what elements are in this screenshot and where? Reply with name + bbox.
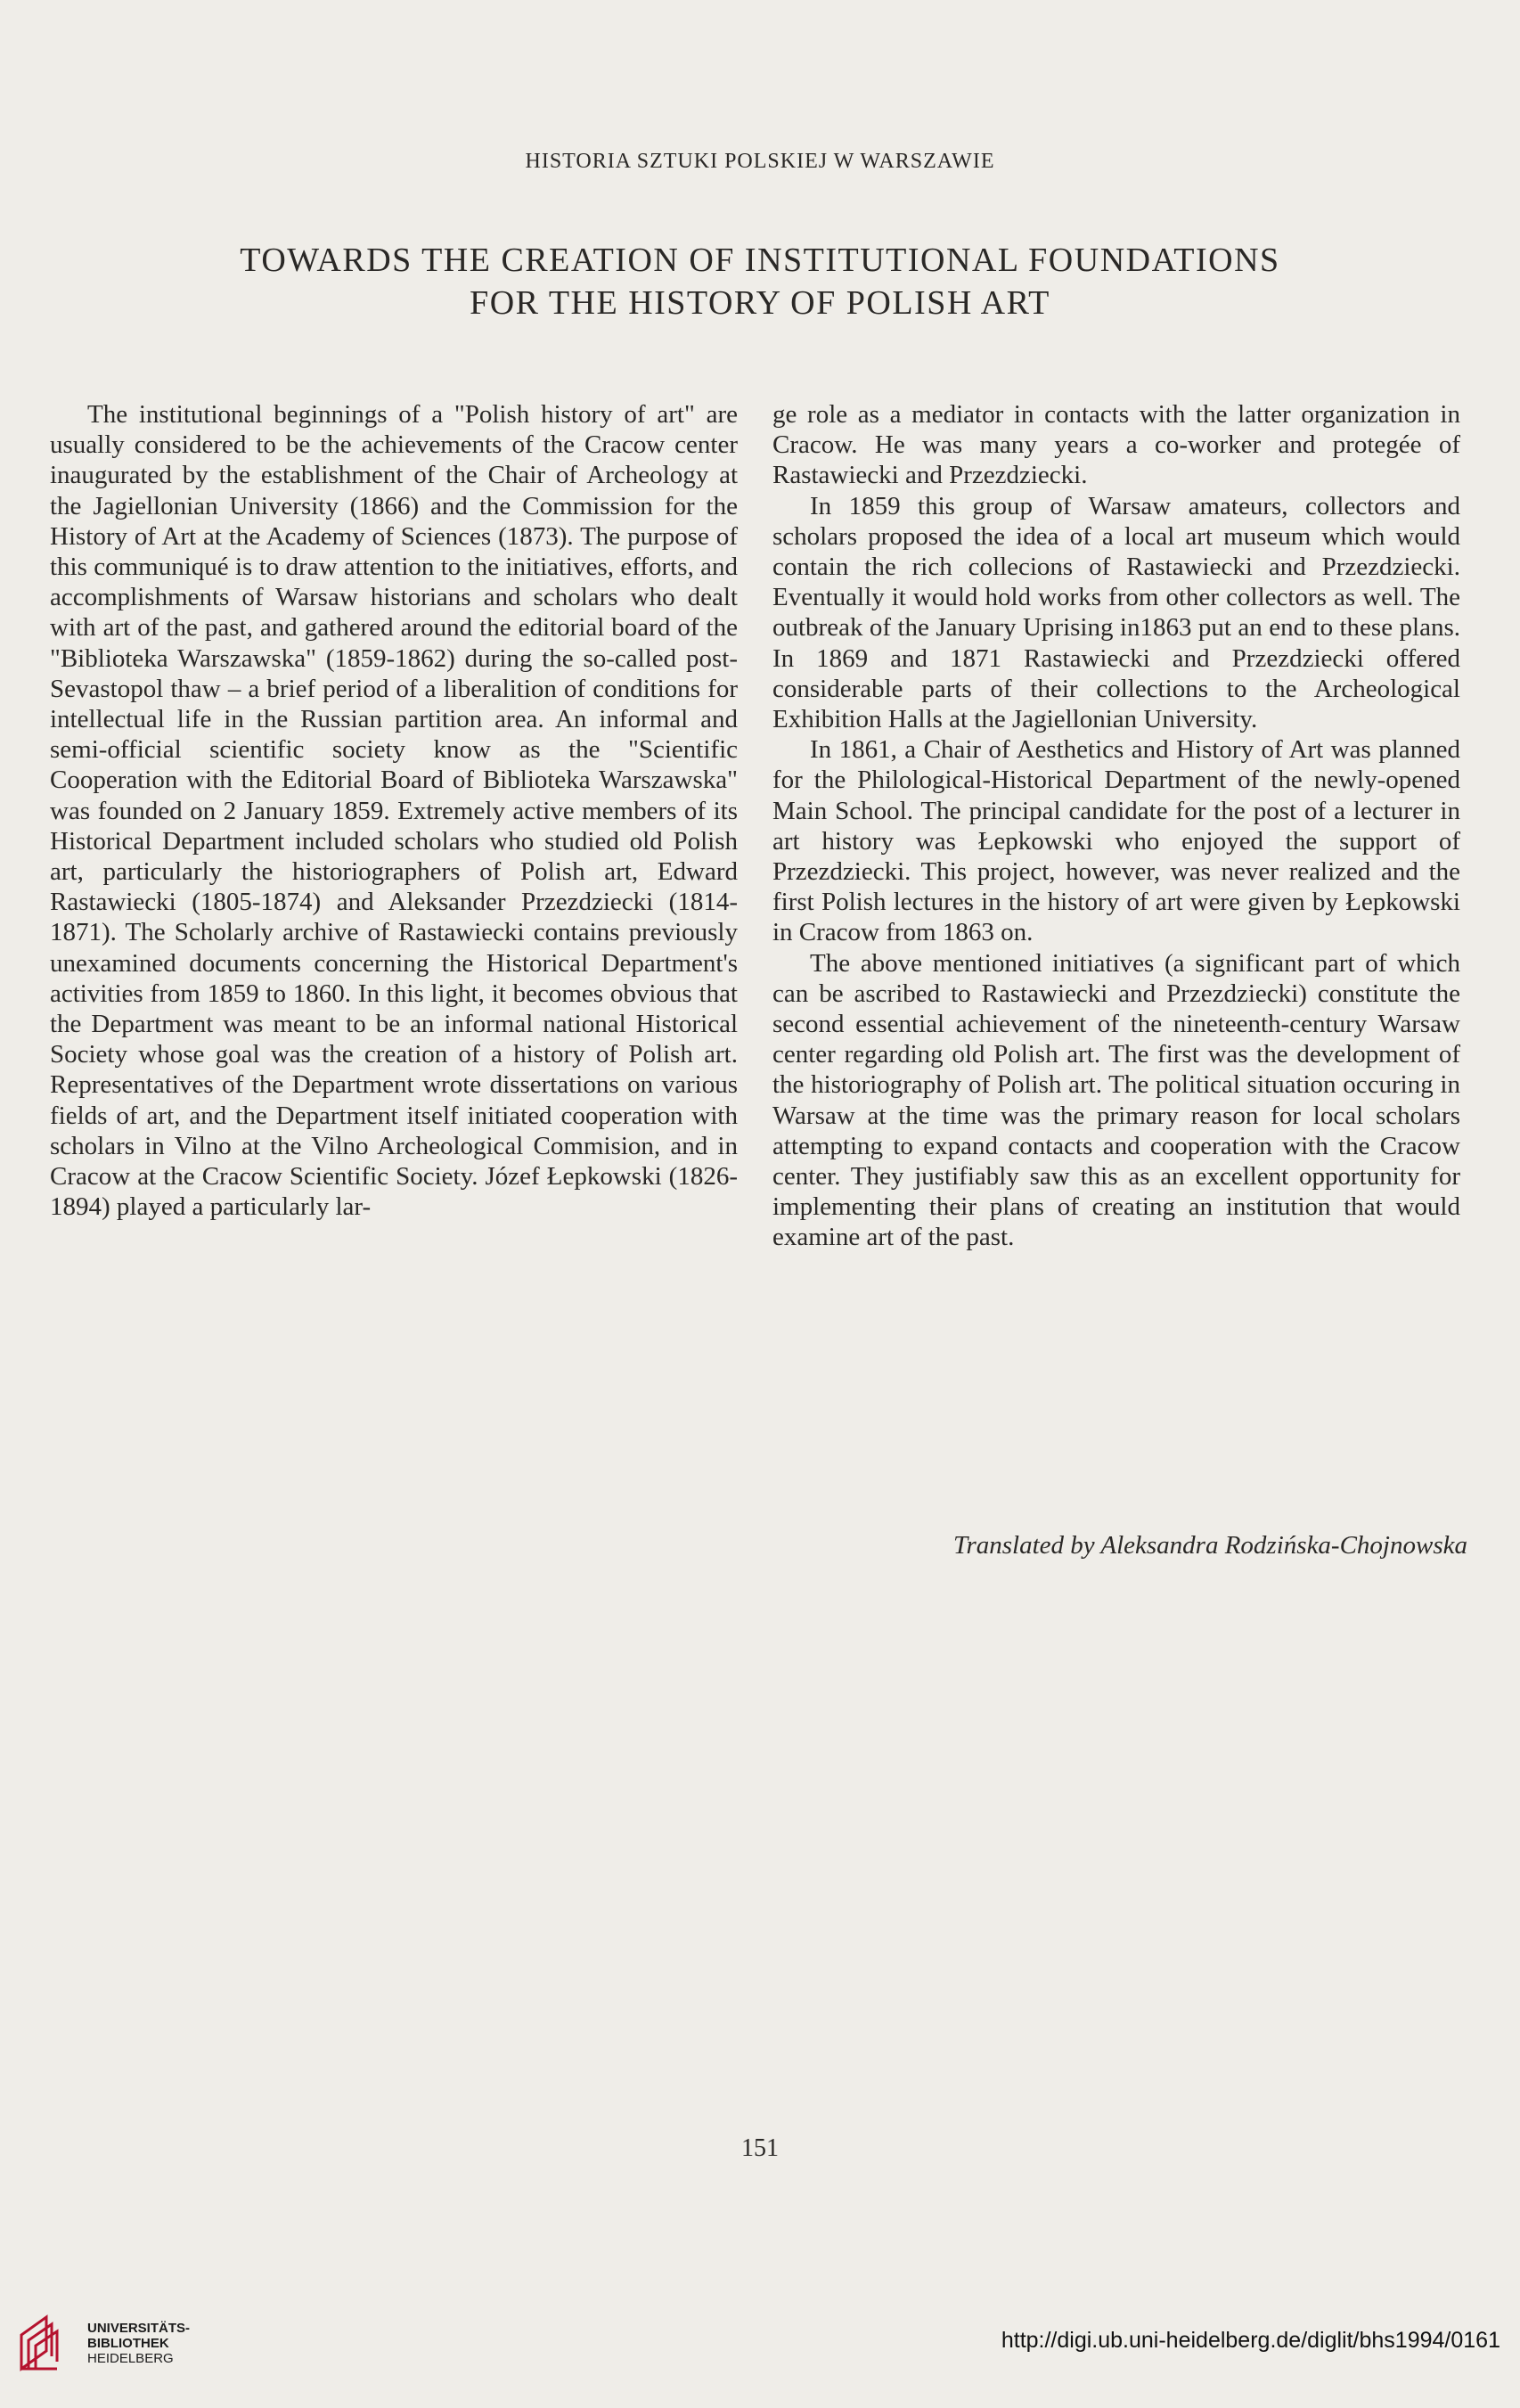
library-name-line-2: BIBLIOTHEK bbox=[87, 2336, 169, 2351]
paragraph-3: In 1861, a Chair of Aesthetics and History of Art was planned for the Philological-Historical Department of the newly-opened Main School. The principal candidate for the post of a lecturer in art history was Łepkowski who enjoyed the support of Przezdziecki. This project, however, was never realized and the first Polish lectures in the history of art were given by Łepkowski in Cracow from 1863 on. bbox=[772, 735, 1460, 947]
library-name-line-3: HEIDELBERG bbox=[87, 2351, 174, 2366]
library-logo-icon bbox=[16, 2312, 78, 2374]
running-title: HISTORIA SZTUKI POLSKIEJ W WARSZAWIE bbox=[525, 150, 995, 173]
article-title bbox=[0, 239, 1520, 324]
article-title-line-2: FOR THE HISTORY OF POLISH ART bbox=[470, 284, 1050, 322]
paragraph-4: The above mentioned initiatives (a significant part of which can be ascribed to Rastawiecki and Przezdziecki) constitute the second essential achievement of the nineteenth-century Warsaw center regarding old Polish art. The first was the development of the historiography of Polish art. The political situation occuring in Warsaw at the time was the primary reason for local scholars attempting to expand contacts and cooperation with the Cracow center. They justifiably saw this as an excellent opportunity for implementing their plans of creating an institution that would examine art of the past. bbox=[772, 948, 1460, 1252]
page-number: 151 bbox=[741, 2134, 779, 2162]
article-title-line-1: TOWARDS THE CREATION OF INSTITUTIONAL FOUNDATIONS bbox=[240, 242, 1280, 279]
source-url-link[interactable]: http://digi.ub.uni-heidelberg.de/diglit/bhs1994/0161 bbox=[1001, 2328, 1500, 2353]
paragraph-2: In 1859 this group of Warsaw amateurs, collectors and scholars proposed the idea of a local art museum which would contain the rich collecions of Rastawiecki and Przezdziecki. Eventually it would hold works from other collectors as well. The outbreak of the January Uprising in1863 put an end to these plans. In 1869 and 1871 Rastawiecki and Przezdziecki offered considerable parts of their collections to the Archeological Exhibition Halls at the Jagiellonian University. bbox=[772, 491, 1460, 734]
library-name bbox=[87, 2321, 190, 2366]
translator-credit: Translated by Aleksandra Rodzińska-Chojnowska bbox=[952, 1531, 1467, 1560]
paragraph-1-continuation: ge role as a mediator in contacts with the latter organization in Cracow. He was many years a co-worker and protegée of Rastawiecki and Przezdziecki. bbox=[772, 400, 1460, 490]
paragraph-1: The institutional beginnings of a "Polish history of art" are usually considered to be the achievements of the Cracow center inaugurated by the establishment of the Chair of Archeology at the Jagiellonian University (1866) and the Commission for the History of Art at the Academy of Sciences (1873). The purpose of this communiqué is to draw attention to the initiatives, efforts, and accomplishments of Warsaw historians and scholars who dealt with art of the past, and gathered around the editorial board of the "Biblioteka Warszawska" (1859-1862) during the so-called post-Sevastopol thaw – a brief period of a liberalition of conditions for intellectual life in the Russian partition area. An informal and semi-official scientific society know as the "Scientific Cooperation with the Editorial Board of Biblioteka Warszawska" was founded on 2 January 1859. Extremely active members of its Historical Department included scholars who studied old Polish art, particularly the historiographers of Polish art, Edward Rastawiecki (1805-1874) and Aleksander Przezdziecki (1814-1871). The Scholarly archive of Rastawiecki contains previously unexamined documents concerning the Historical Department's activities from 1859 to 1860. In this light, it becomes obvious that the Department was meant to be an informal national Historical Society whose goal was the creation of a history of Polish art. Representatives of the Department wrote dissertations on various fields of art, and the Department itself initiated cooperation with scholars in Vilno at the Vilno Archeological Commision, and in Cracow at the Cracow Scientific Society. Józef Łepkowski (1826-1894) played a particularly lar- bbox=[50, 400, 738, 1222]
left-column bbox=[50, 399, 738, 1222]
right-column bbox=[772, 399, 1460, 1253]
library-name-line-1: UNIVERSITÄTS- bbox=[87, 2321, 191, 2336]
